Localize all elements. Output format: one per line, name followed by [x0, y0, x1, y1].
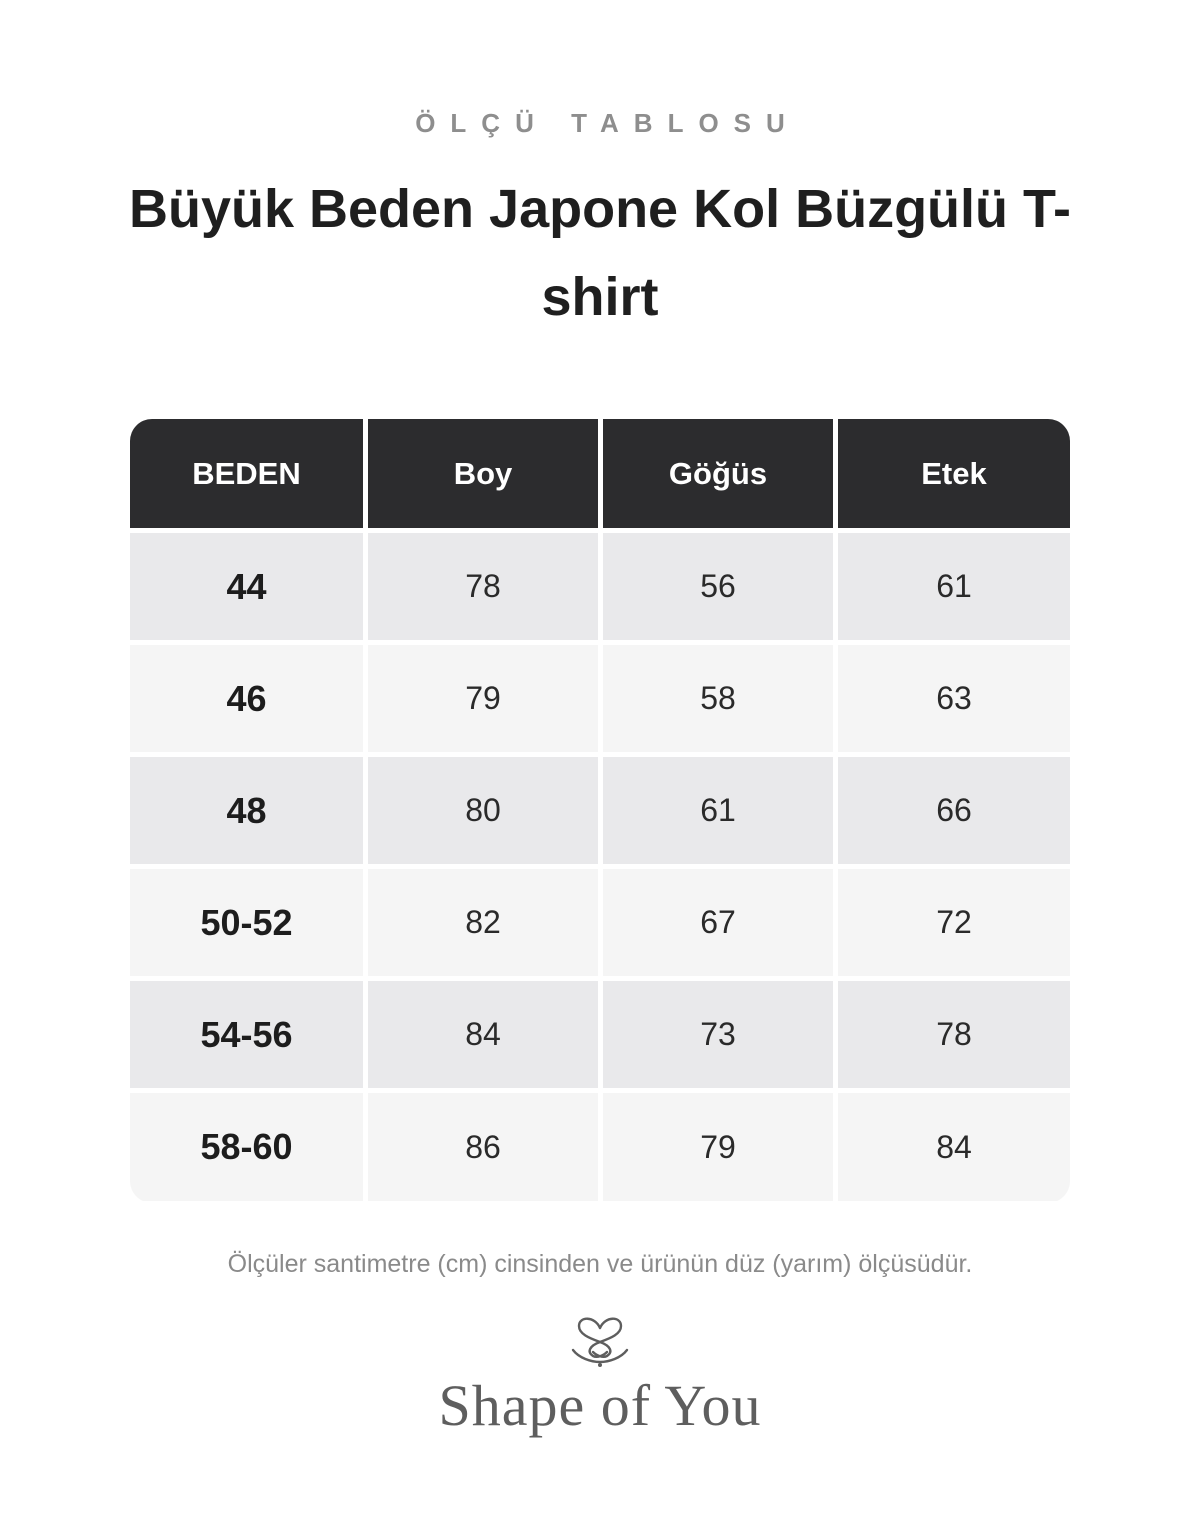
- table-cell-gogus: 79: [603, 1093, 833, 1201]
- table-cell-etek: 84: [838, 1093, 1070, 1201]
- table-cell-gogus: 56: [603, 533, 833, 640]
- table-cell-boy: 79: [368, 645, 598, 752]
- column-header-beden: BEDEN: [130, 419, 363, 528]
- column-header-etek: Etek: [838, 419, 1070, 528]
- table-cell-size: 54-56: [130, 981, 363, 1088]
- table-cell-size: 44: [130, 533, 363, 640]
- table-cell-etek: 63: [838, 645, 1070, 752]
- table-cell-etek: 72: [838, 869, 1070, 976]
- column-header-boy: Boy: [368, 419, 598, 528]
- table-cell-size: 48: [130, 757, 363, 864]
- column-header-gogus: Göğüs: [603, 419, 833, 528]
- measurement-note: Ölçüler santimetre (cm) cinsinden ve ürünün düz (yarım) ölçüsüdür.: [227, 1250, 973, 1278]
- brand-logo: Shape of You: [438, 1373, 762, 1438]
- table-cell-etek: 66: [838, 757, 1070, 864]
- table-cell-gogus: 67: [603, 869, 833, 976]
- page-title: Büyük Beden Japone Kol Büzgülü T-shirt: [128, 179, 1072, 327]
- table-cell-size: 50-52: [130, 869, 363, 976]
- eyebrow-label: ÖLÇÜ TABLOSU: [415, 108, 800, 138]
- table-cell-size: 58-60: [130, 1093, 363, 1201]
- size-table: [130, 419, 1070, 1203]
- heart-ribbon-icon: [569, 1312, 631, 1370]
- table-cell-boy: 84: [368, 981, 598, 1088]
- table-cell-size: 46: [130, 645, 363, 752]
- table-cell-boy: 86: [368, 1093, 598, 1201]
- table-cell-boy: 78: [368, 533, 598, 640]
- table-cell-boy: 80: [368, 757, 598, 864]
- table-cell-etek: 78: [838, 981, 1070, 1088]
- table-cell-boy: 82: [368, 869, 598, 976]
- table-cell-gogus: 73: [603, 981, 833, 1088]
- table-cell-gogus: 61: [603, 757, 833, 864]
- table-cell-gogus: 58: [603, 645, 833, 752]
- table-cell-etek: 61: [838, 533, 1070, 640]
